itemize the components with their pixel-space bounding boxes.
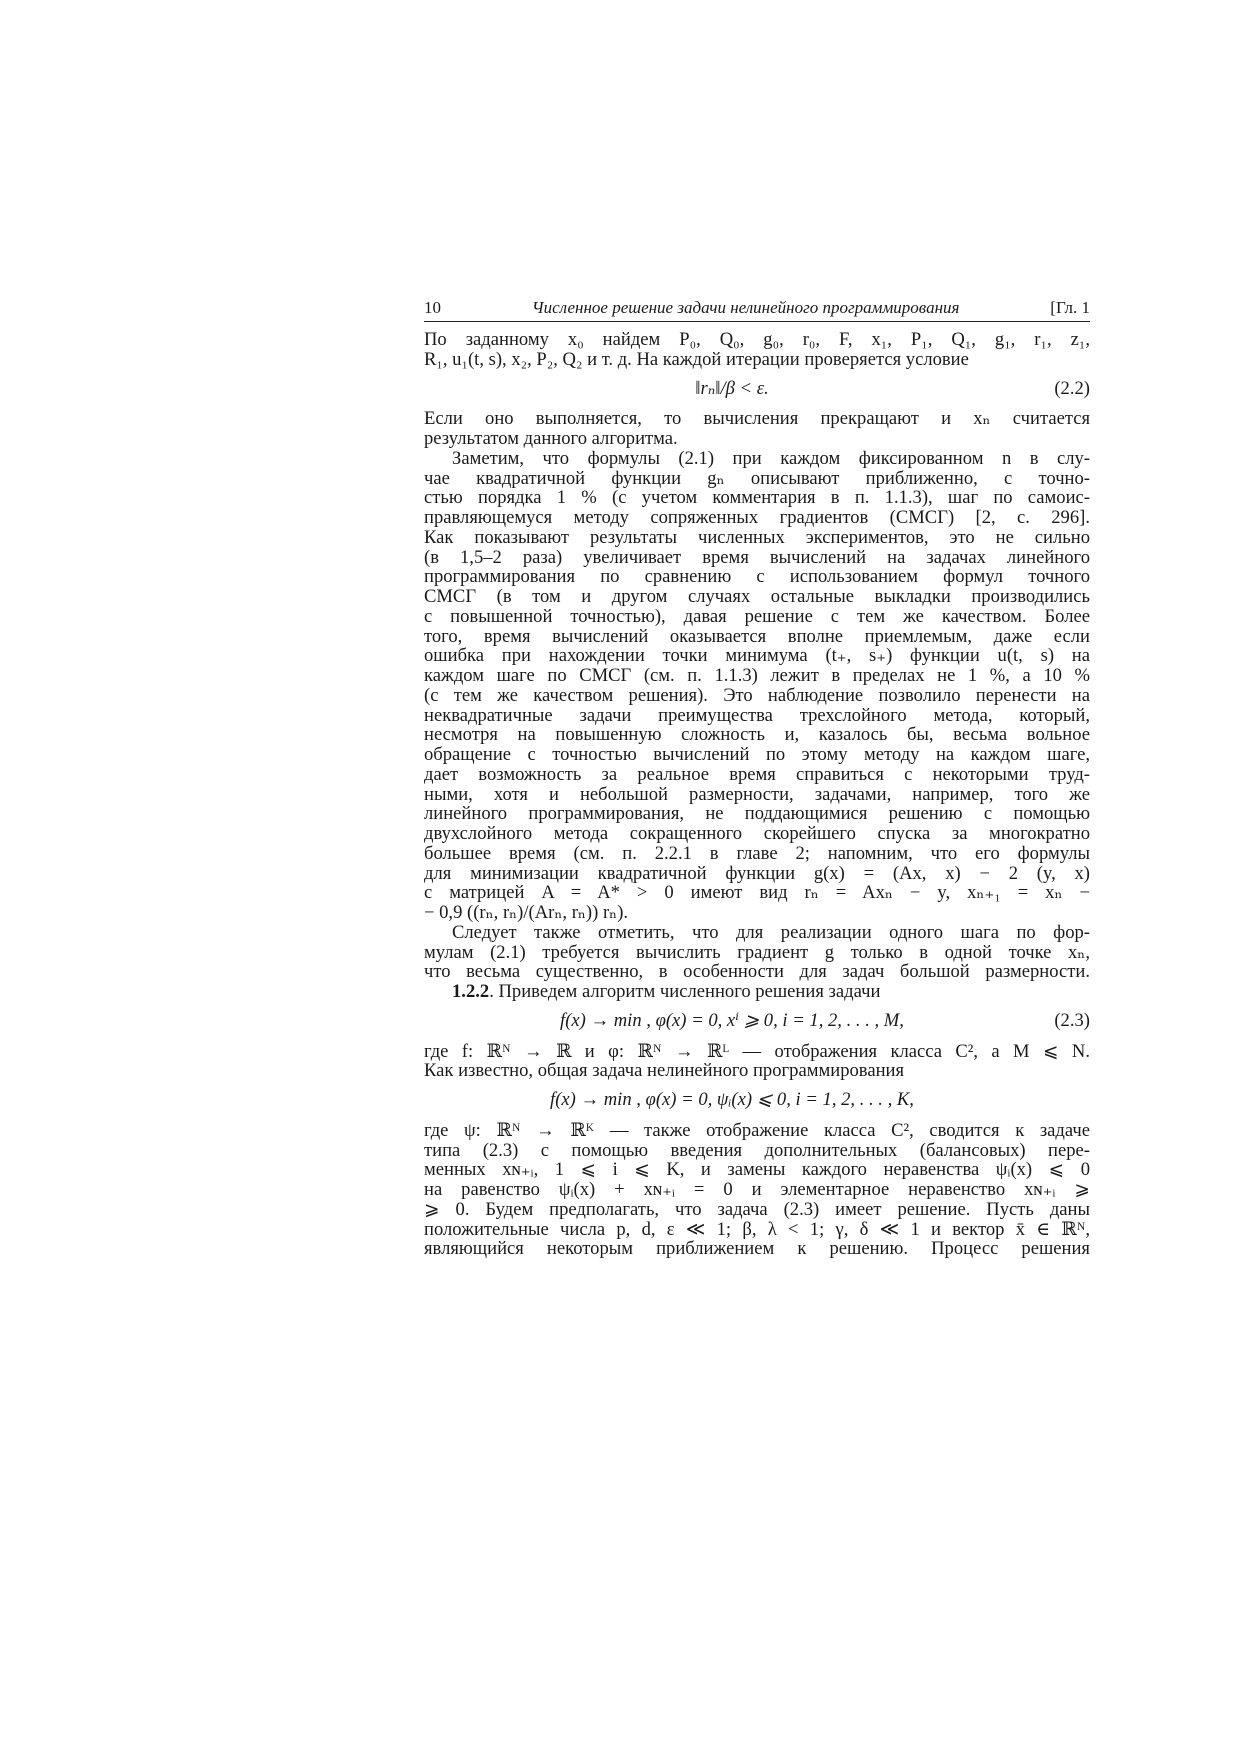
text-line: ными, хотя и небольшой размерности, задачами, например, того же [424, 783, 1090, 805]
text-line: Следует также отметить, что для реализации одного шага по фор- [452, 921, 1090, 943]
text-line: что весьма существенно, в особенности для задач большой размерности. [424, 961, 1090, 983]
running-head [424, 297, 1090, 322]
text-line: дает возможность за реальное время справиться с некоторыми труд- [424, 763, 1090, 785]
text-line: − 0,9 ((rₙ, rₙ)/(Arₙ, rₙ)) rₙ). [424, 902, 629, 923]
text-line: Как показывают результаты численных экспериментов, это не сильно [424, 526, 1090, 548]
running-title: Численное решение задачи нелинейного программирования [531, 298, 960, 317]
text-line: R₁, u₁(t, s), x₂, P₂, Q₂ и т. д. На каждой итерации проверяется условие [424, 348, 969, 370]
book-page [424, 297, 1090, 1259]
text-line: где ψ: ℝᴺ → ℝᴷ — также отображение класса C², сводится к задаче [424, 1119, 1090, 1141]
text-line: где f: ℝᴺ → ℝ и φ: ℝᴺ → ℝᴸ — отображения класса C², а M ⩽ N. [424, 1040, 1090, 1062]
text-line: того, время вычислений оказывается вполне приемлемым, даже если [424, 625, 1090, 647]
chapter-marker: [Гл. 1 [1050, 298, 1090, 317]
text-line: Как известно, общая задача нелинейного программирования [424, 1060, 905, 1082]
section-heading-line [424, 982, 1090, 1002]
text-line: являющийся некоторым приближением к решению. Процесс решения [424, 1238, 1090, 1260]
text-line: программирования по сравнению с использованием формул точного [424, 566, 1090, 588]
text-line: правляющемуся методу сопряженных градиентов (СМСГ) [2, с. 296]. [424, 507, 1090, 528]
text-line: (с тем же качеством решения). Это наблюдение позволило перенести на [424, 684, 1090, 706]
text-line: на равенство ψᵢ(x) + xɴ₊ᵢ = 0 и элементарное неравенство xɴ₊ᵢ ⩾ [424, 1179, 1090, 1200]
section-number: 1.2.2 [452, 981, 490, 1002]
text-line: с повышенной точностью), давая решение с тем же качеством. Более [424, 605, 1090, 627]
text-line: менных xɴ₊ᵢ, 1 ⩽ i ⩽ K, и замены каждого неравенства ψᵢ(x) ⩽ 0 [424, 1159, 1090, 1181]
text-line: Если оно выполняется, то вычисления прекращают и xₙ считается [424, 408, 1090, 430]
body-text [424, 330, 1090, 1259]
equation-2-2 [424, 379, 1090, 399]
text-line: обращение с точностью вычислений по этому методу на каждом шаге, [424, 744, 1090, 765]
text-line: ошибка при нахождении точки минимума (t₊, s₊) функции u(t, s) на [424, 645, 1090, 667]
text-line: с матрицей A = A* > 0 имеют вид rₙ = Axₙ − y, xₙ₊₁ = xₙ − [424, 882, 1090, 904]
text-line: типа (2.3) с помощью введения дополнительных (балансовых) пере- [424, 1139, 1090, 1161]
equation-formula: ‖rₙ‖/β < ε. [695, 377, 769, 399]
text-line: стью порядка 1 % (с учетом комментария в п. 1.1.3), шаг по самоис- [424, 487, 1090, 509]
equation-number: (2.2) [1054, 377, 1090, 399]
text-line: неквадратичные задачи преимущества трехслойного метода, который, [424, 704, 1090, 726]
page-number: 10 [424, 298, 441, 317]
text-line: несмотря на повышенную сложность и, казалось бы, весьма вольное [424, 724, 1090, 746]
text-line: СМСГ (в том и другом случаях остальные выкладки производились [424, 586, 1090, 607]
equation-formula: f(x) → min , φ(x) = 0, xⁱ ⩾ 0, i = 1, 2, . . . , M, [560, 1009, 904, 1031]
text-line: мулам (2.1) требуется вычислить градиент g только в одной точке xₙ, [424, 941, 1090, 963]
text-line: ⩾ 0. Будем предполагать, что задача (2.3) имеет решение. Пусть даны [424, 1198, 1090, 1220]
text-line: (в 1,5–2 раза) увеличивает время вычислений на задачах линейного [424, 546, 1090, 568]
text-line: По заданному x₀ найдем P₀, Q₀, g₀, r₀, F, x₁, P₁, Q₁, g₁, r₁, z₁, [424, 329, 1090, 350]
equation-2-3 [424, 1011, 1090, 1031]
text-line: для минимизации квадратичной функции g(x) = (Ax, x) − 2 (y, x) [424, 862, 1090, 884]
text-line: линейного программирования, не поддающимися решению с помощью [424, 803, 1090, 825]
text-line: двухслойного метода сокращенного скорейшего спуска за многократно [424, 823, 1090, 844]
text-line: каждом шаге по СМСГ (см. п. 1.1.3) лежит в пределах не 1 %, а 10 % [424, 665, 1090, 686]
equation-number: (2.3) [1054, 1009, 1090, 1031]
text-line: Заметим, что формулы (2.1) при каждом фиксированном n в слу- [452, 447, 1090, 469]
section-text: . Приведем алгоритм численного решения задачи [489, 981, 881, 1002]
text-line: большее время (см. п. 2.2.1 в главе 2; напомним, что его формулы [424, 842, 1090, 864]
equation-formula: f(x) → min , φ(x) = 0, ψᵢ(x) ⩽ 0, i = 1, 2, . . . , K, [550, 1089, 914, 1110]
text-line: положительные числа p, d, ε ≪ 1; β, λ < 1; γ, δ ≪ 1 и вектор x̄ ∈ ℝᴺ, [424, 1218, 1090, 1240]
text-line: результатом данного алгоритма. [424, 428, 678, 449]
equation-general-problem [424, 1090, 1090, 1110]
text-line: чае квадратичной функции gₙ описывают приближенно, с точно- [424, 467, 1090, 489]
